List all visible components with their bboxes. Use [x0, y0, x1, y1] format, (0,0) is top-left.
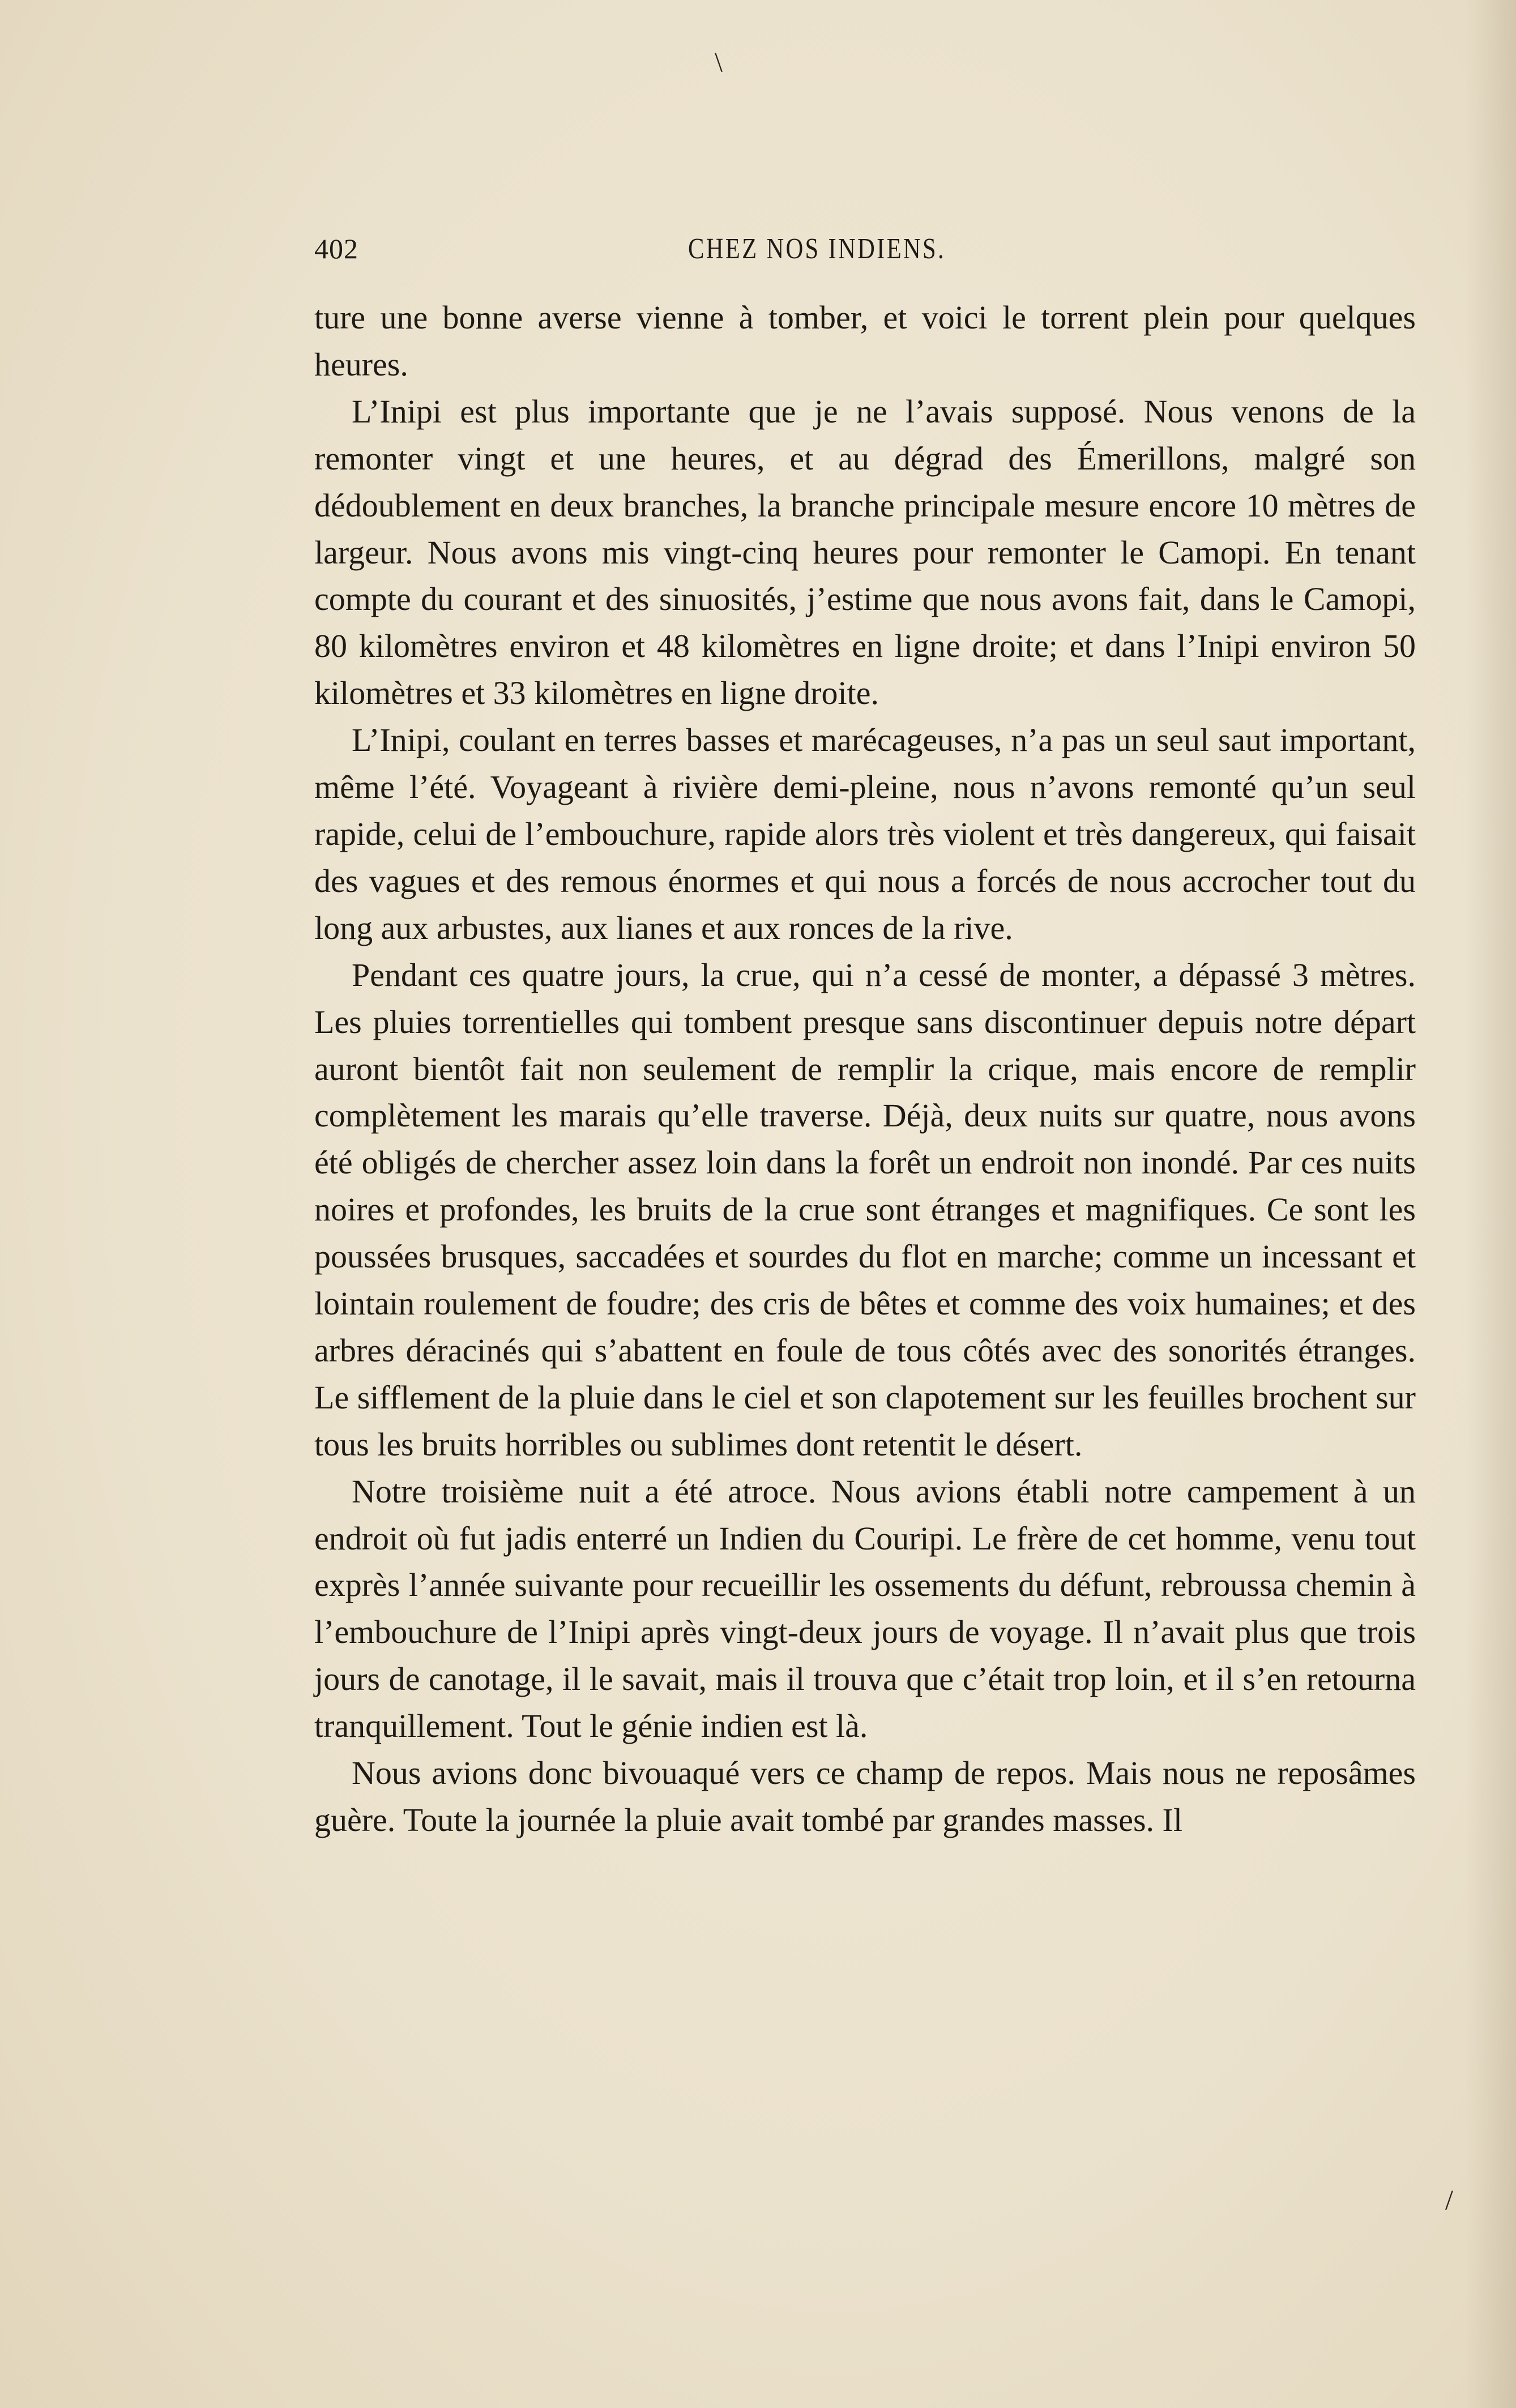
paragraph-inipi-rapids: L’Inipi, coulant en terres basses et marécageuses, n’a pas un seul saut important, même l’été. Voyageant à rivière demi-pleine, nous n’avons remonté qu’un seul rapide, celui de l’embouchure, rapide alors très violent et très dangereux, qui faisait des vagues et des remous énormes et qui nous a forcés de nous accrocher tout du long aux arbustes, aux lianes et aux ronces de la rive. [314, 721, 1416, 946]
paragraph-flood: Pendant ces quatre jours, la crue, qui n’a cessé de monter, a dépassé 3 mètres. Les pluies torrentielles qui tombent presque sans discontinuer depuis notre départ auront bientôt fait non seulement de remplir la crique, mais encore de remplir complètement les marais qu’elle traverse. Déjà, deux nuits sur quatre, nous avons été obligés de chercher assez loin dans la forêt un endroit non inondé. Par ces nuits noires et profondes, les bruits de la crue sont étranges et magnifiques. Ce sont les poussées brusques, saccadées et sourdes du flot en marche; comme un incessant et lointain roulement de foudre; des cris de bêtes et comme des voix humaines; et des arbres déracinés qui s’abattent en foule de tous côtés avec des sonorités étranges. Le sifflement de la pluie dans le ciel et son clapotement sur les feuilles brochent sur tous les bruits horribles ou sublimes dont retentit le désert. [314, 956, 1416, 1463]
page-edge-shadow [1465, 0, 1516, 2408]
scan-speck: / [1445, 2184, 1453, 2215]
page-number: 402 [314, 233, 358, 264]
running-title: CHEZ NOS INDIENS. [688, 233, 946, 265]
paragraph-bivouac: Nous avions donc bivouaqué vers ce champ de repos. Mais nous ne reposâmes guère. Toute la journée la pluie avait tombé par grandes masses. Il [314, 1754, 1416, 1838]
body-text [314, 294, 1416, 1844]
paragraph-continuation: ture une bonne averse vienne à tomber, et voici le torrent plein pour quelques heures. [314, 299, 1416, 383]
scan-speck: \ [715, 46, 723, 78]
paragraph-third-night: Notre troisième nuit a été atroce. Nous avions établi notre campement à un endroit où fut jadis enterré un Indien du Couripi. Le frère de cet homme, venu tout exprès l’année suivante pour recueillir les ossements du défunt, rebroussa chemin à l’embouchure de l’Inipi après vingt-deux jours de voyage. Il n’avait plus que trois jours de canotage, il le savait, mais il trouva que c’était trop loin, et il s’en retourna tranquillement. Tout le génie indien est là. [314, 1472, 1416, 1745]
paragraph-inipi-importance: L’Inipi est plus importante que je ne l’avais supposé. Nous venons de la remonter vingt et une heures, et au dégrad des Émerillons, malgré son dédoublement en deux branches, la branche principale mesure encore 10 mètres de largeur. Nous avons mis vingt-cinq heures pour remonter le Camopi. En tenant compte du courant et des sinuosités, j’estime que nous avons fait, dans le Camopi, 80 kilomètres environ et 48 kilomètres en ligne droite; et dans l’Inipi environ 50 kilomètres et 33 kilomètres en ligne droite. [314, 392, 1416, 712]
page-header [314, 232, 1419, 272]
